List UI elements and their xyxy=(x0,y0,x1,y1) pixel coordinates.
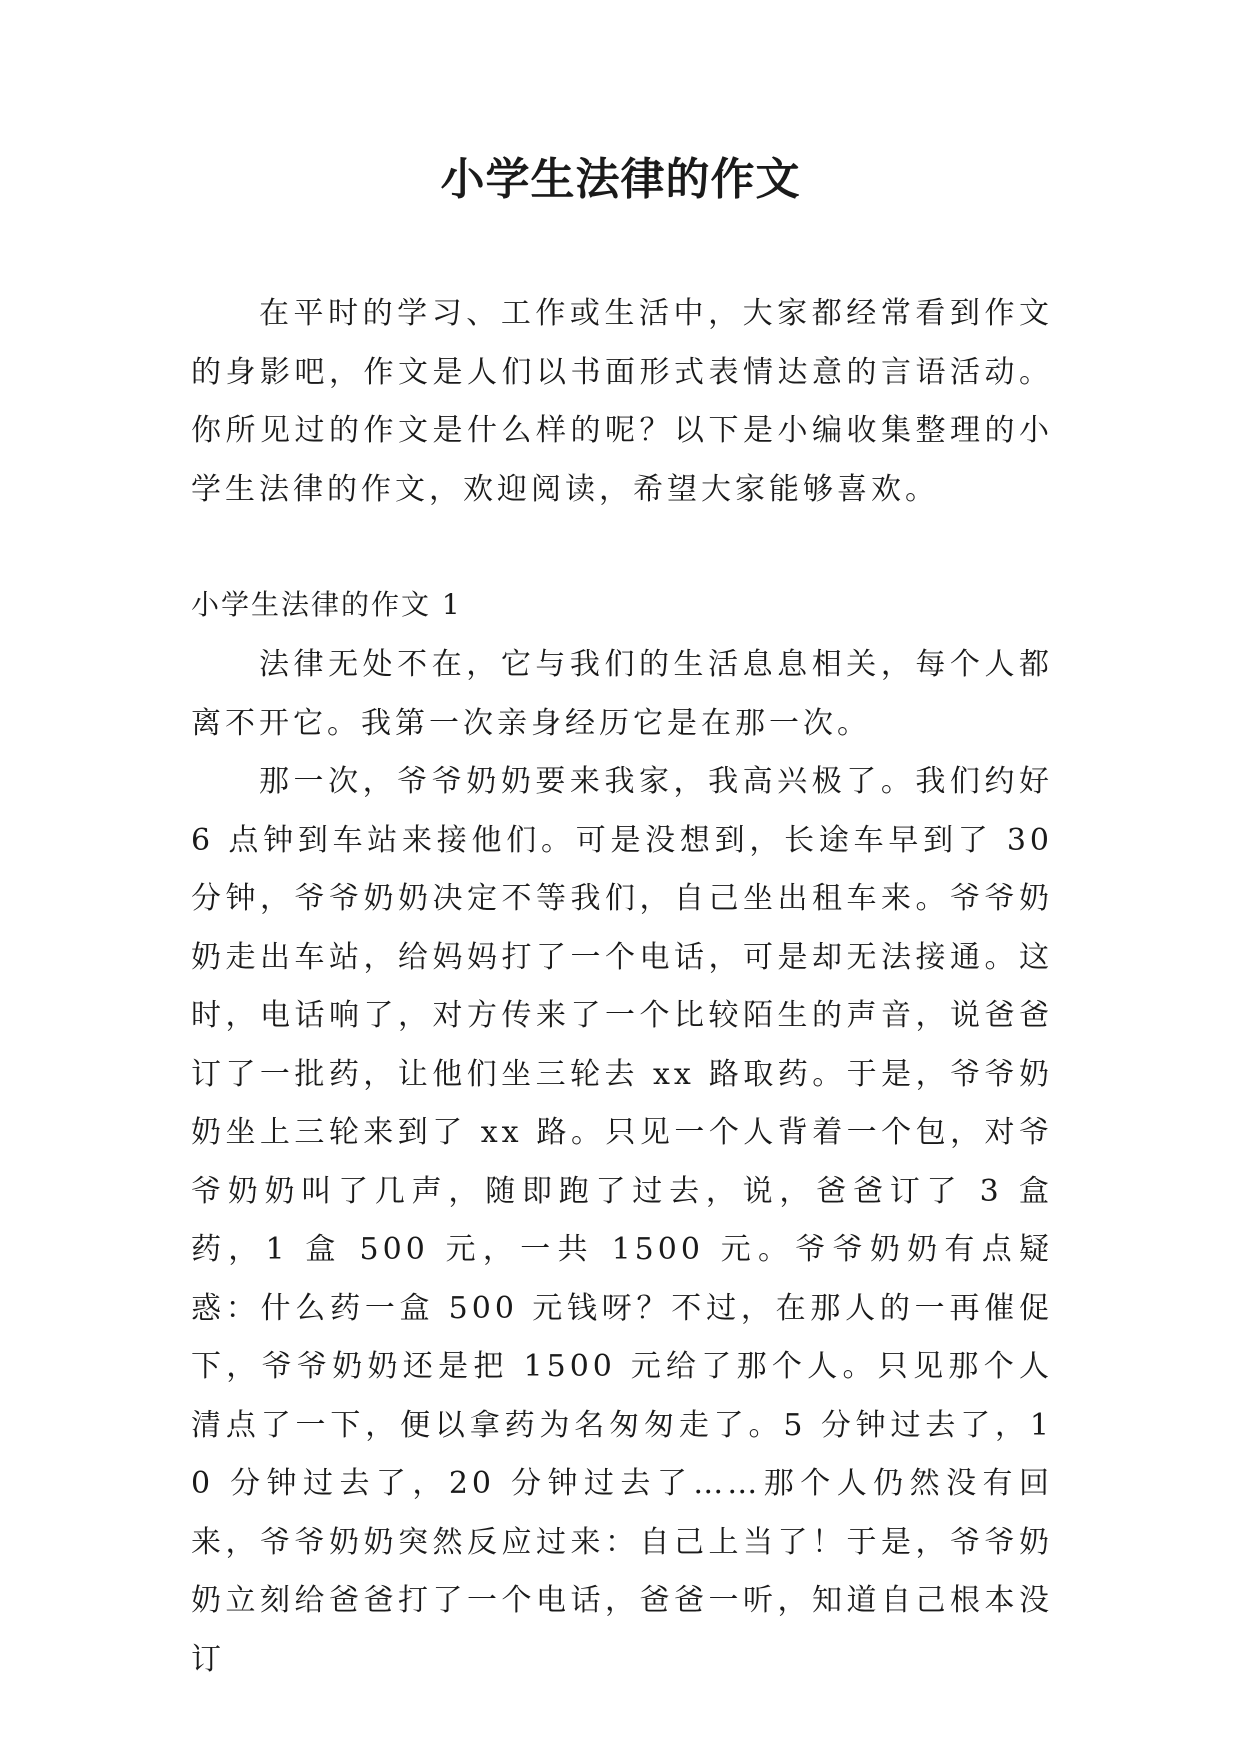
page-title: 小学生法律的作文 xyxy=(440,154,801,205)
essay-paragraph: 法律无处不在，它与我们的生活息息相关，每个人都离不开它。我第一次亲身经历它是在那一次。 xyxy=(191,647,1053,741)
essay-paragraph: 那一次，爷爷奶奶要来我家，我高兴极了。我们约好 6 点钟到车站来接他们。可是没想到，长途车早到了 30 分钟，爷爷奶奶决定不等我们，自己坐出租车来。爷爷奶奶走出车站，给妈妈打了一个电话，可是却无法接通。这时，电话响了，对方传来了一个比较陌生的声音，说爸爸订了一批药，让他们坐三轮去 xx 路取药。于是，爷爷奶奶坐上三轮来到了 xx 路。只见一个人背着一个包，对爷爷奶奶叫了几声，随即跑了过去，说，爸爸订了 3 盒药，1 盒 500 元，一共 1500 元。爷爷奶奶有点疑惑：什么药一盒 500 元钱呀？不过，在那人的一再催促下，爷爷奶奶还是把 1500 元给了那个人。只见那个人清点了一下，便以拿药为名匆匆走了。5 分钟过去了，10 分钟过去了，20 分钟过去了……那个人仍然没有回来，爷爷奶奶突然反应过来：自己上当了！于是，爷爷奶奶立刻给爸爸打了一个电话，爸爸一听，知道自己根本没订 xyxy=(191,764,1053,1677)
section-heading: 小学生法律的作文 1 xyxy=(191,588,462,621)
intro-paragraph: 在平时的学习、工作或生活中，大家都经常看到作文的身影吧，作文是人们以书面形式表情达意的言语活动。你所见过的作文是什么样的呢？以下是小编收集整理的小学生法律的作文，欢迎阅读，希望大家能够喜欢。 xyxy=(191,296,1053,507)
essay-body xyxy=(191,636,1053,1689)
